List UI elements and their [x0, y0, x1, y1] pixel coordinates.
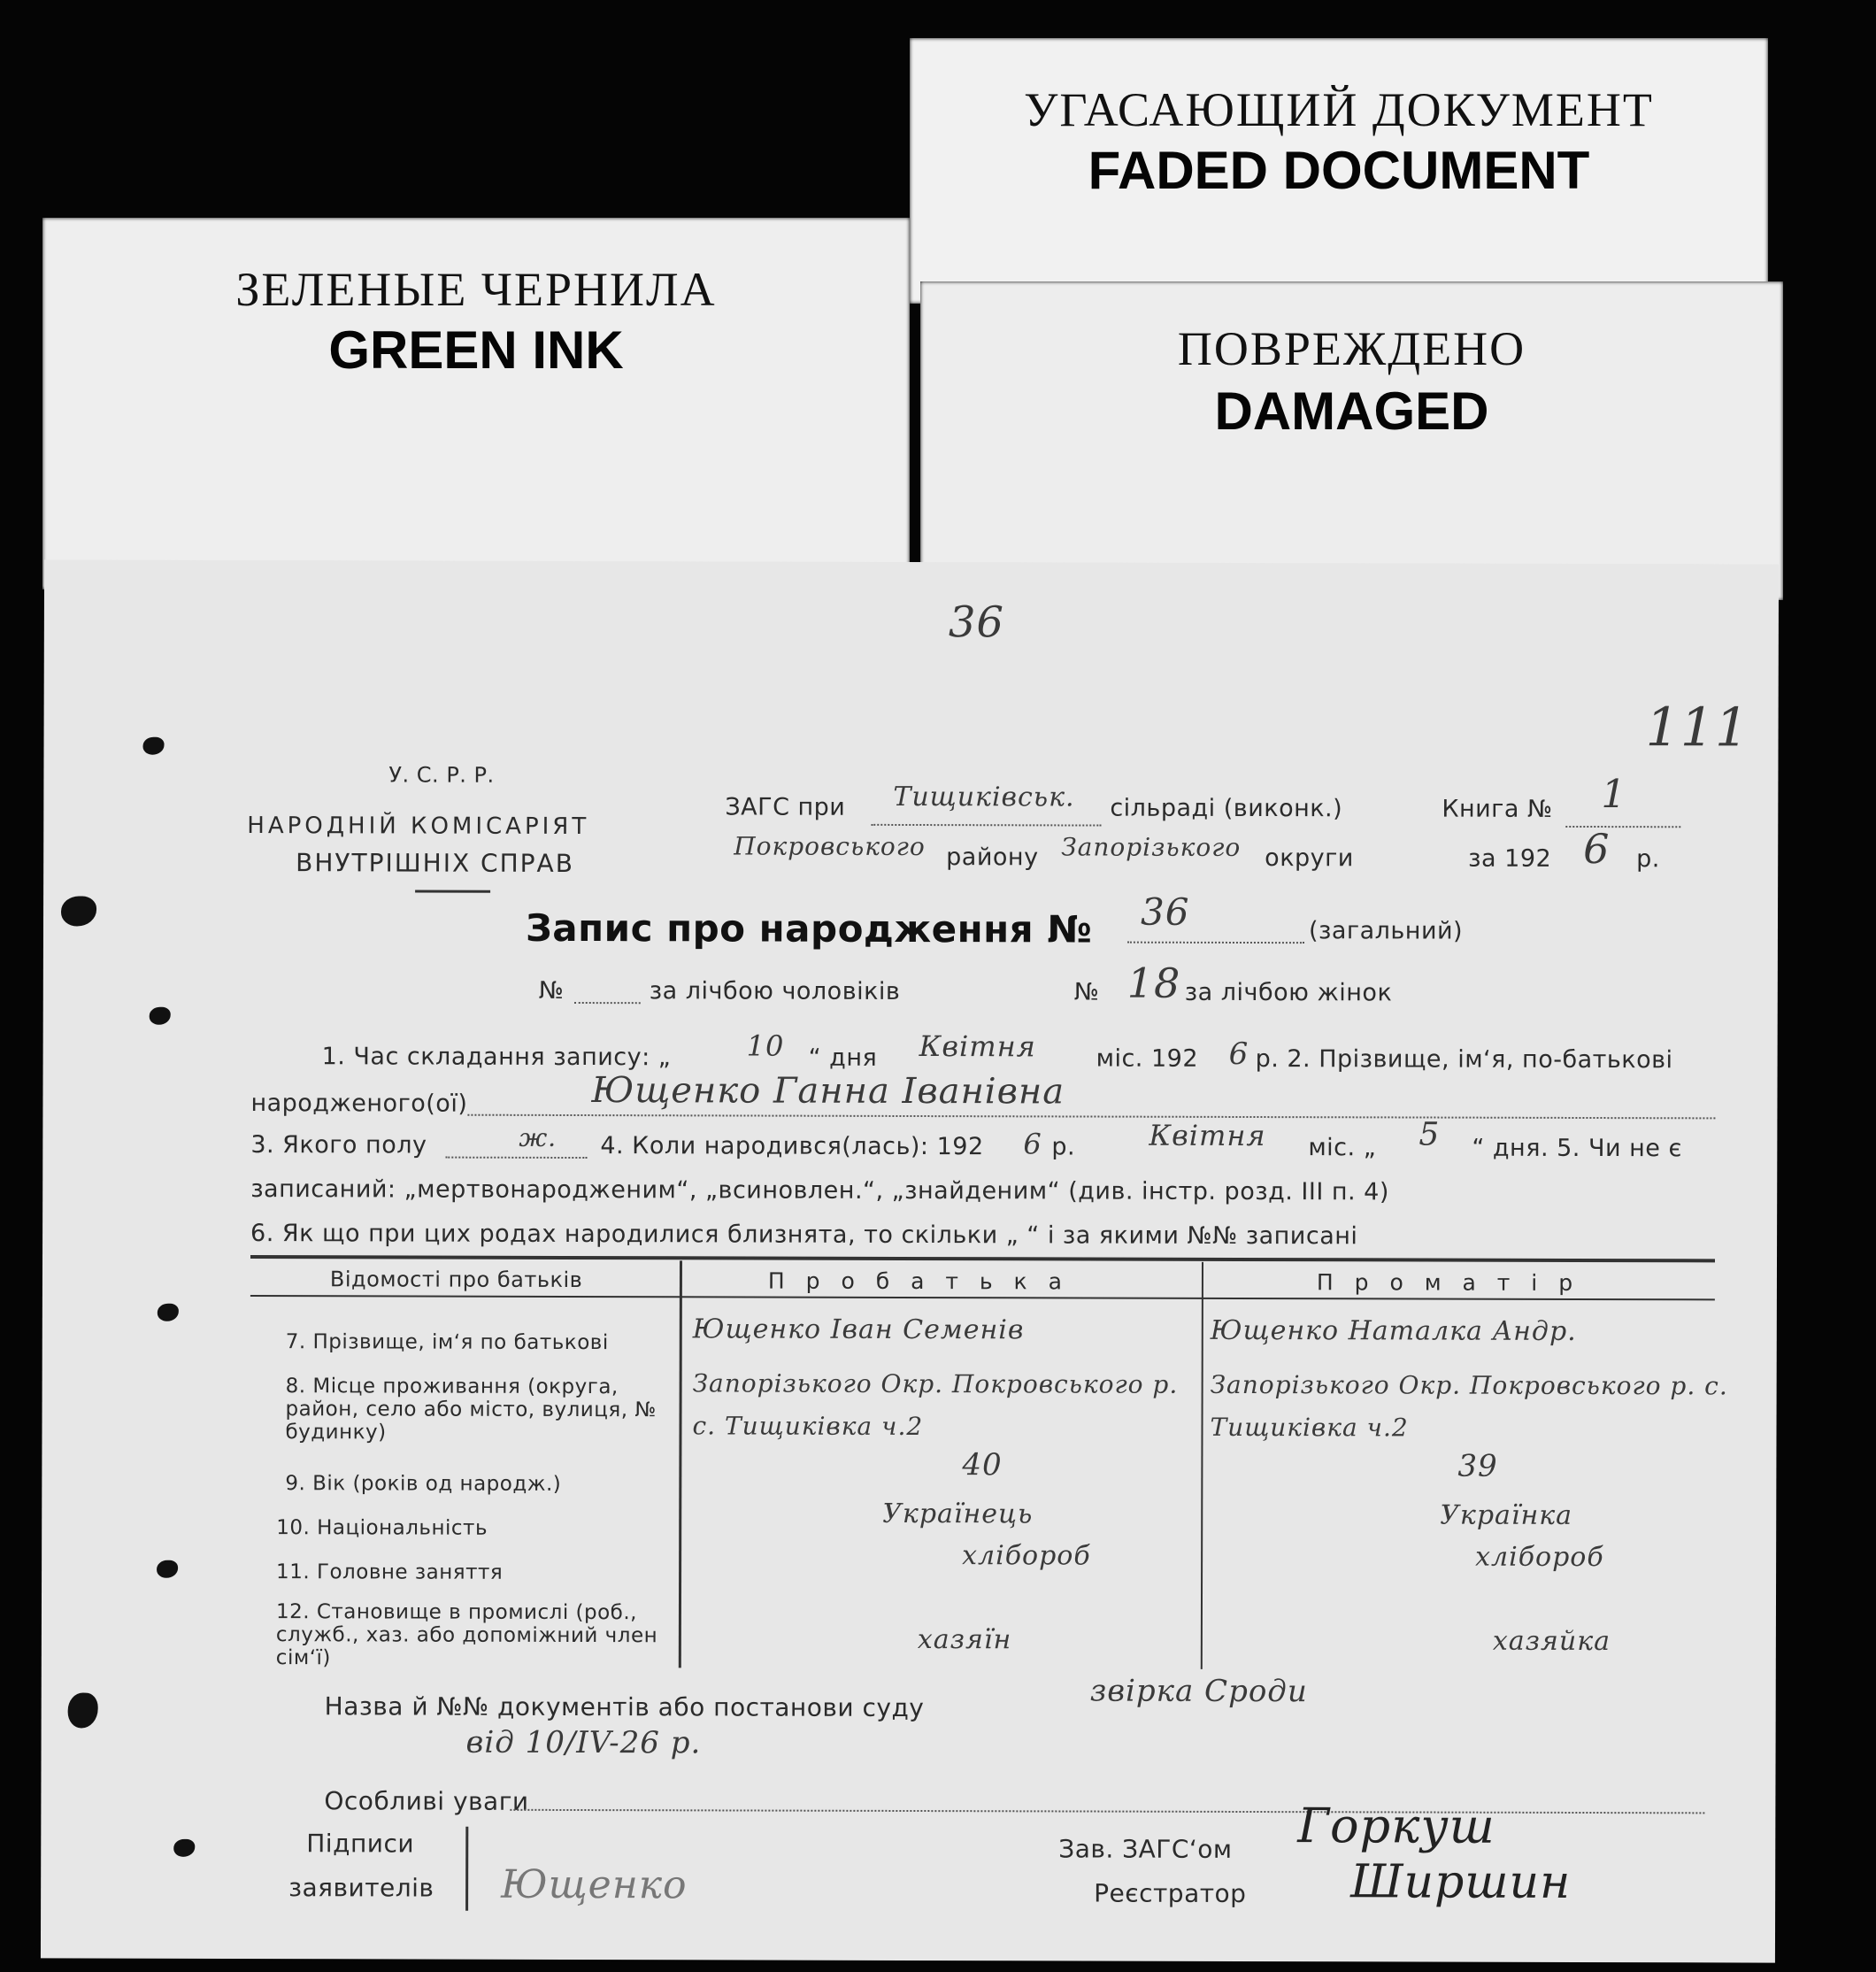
year-value: 6: [1583, 824, 1611, 874]
signatures-label: Підписи: [306, 1829, 415, 1859]
father-age: 40: [962, 1447, 1003, 1483]
line1-day-value: 10: [746, 1028, 785, 1063]
mother-address: Запорізького Окр. Покровського р. с. Тищиківка ч.2: [1210, 1369, 1728, 1443]
line1-year-value: 6: [1228, 1036, 1249, 1073]
binder-hole: [173, 1839, 195, 1857]
applicant-signature: Ющенко: [501, 1861, 688, 1908]
mother-nationality: Українка: [1440, 1499, 1573, 1531]
men-count-line: [574, 1002, 641, 1004]
father-occupation: хлібороб: [962, 1540, 1091, 1572]
damaged-card: [920, 281, 1783, 600]
father-position: хазяїн: [917, 1624, 1012, 1656]
year-suffix: р.: [1636, 845, 1660, 874]
binder-hole: [68, 1693, 98, 1729]
row-label-name: 7. Прізвище, ім‘я по батькові: [285, 1330, 609, 1355]
line3-d: міс. „: [1308, 1134, 1377, 1162]
documents-value-2: від 10/IV-26 р.: [465, 1724, 702, 1761]
father-name: Ющенко Іван Семенів: [692, 1313, 1025, 1346]
men-no-label: №: [538, 976, 565, 1005]
record-number-value: 36: [1140, 890, 1190, 934]
table-col-divider: [679, 1260, 682, 1668]
women-no-label: №: [1073, 978, 1100, 1006]
notes-label: Особливі уваги: [324, 1786, 529, 1816]
applicants-label: заявителів: [288, 1873, 434, 1903]
line2-a: народженого(ої): [250, 1090, 468, 1118]
zags-village-value: Тищиківськ.: [893, 781, 1075, 813]
page-number: 36: [948, 597, 1005, 648]
child-name-line: [467, 1114, 1715, 1120]
row-label-occupation: 11. Головне заняття: [276, 1560, 504, 1584]
binder-hole: [61, 896, 96, 926]
row-label-age: 9. Вік (років од народж.): [285, 1472, 562, 1496]
sex-value: ж.: [519, 1122, 557, 1152]
damaged-label-ru: ПОВРЕЖДЕНО: [1177, 322, 1526, 375]
line3-b: 4. Коли народився(лась): 192: [600, 1132, 984, 1161]
table-col-divider: [1201, 1262, 1203, 1669]
faded-document-card: [910, 38, 1768, 304]
sex-line: [445, 1157, 587, 1159]
record-number-line: [1127, 942, 1304, 944]
book-label: Книга №: [1442, 795, 1553, 823]
book-number-value: 1: [1601, 772, 1627, 818]
mother-occupation: хлібороб: [1475, 1541, 1604, 1574]
general-label: (загальний): [1308, 917, 1464, 945]
mother-name: Ющенко Наталка Андр.: [1210, 1314, 1577, 1347]
line4: записаний: „мертвонародженим“, „всиновлен.“, „знайденим“ (див. інстр. розд. III п. 4): [250, 1175, 1389, 1206]
mother-age: 39: [1457, 1448, 1498, 1484]
mother-position: хазяйка: [1492, 1625, 1611, 1658]
binder-hole: [150, 1007, 171, 1025]
documents-label: Назва й №№ документів або постанови суду: [324, 1691, 925, 1723]
row-label-nationality: 10. Національність: [276, 1516, 488, 1540]
green-ink-label-en: GREEN INK: [328, 320, 624, 380]
header-internal-affairs: ВНУТРІШНІХ СПРАВ: [296, 848, 574, 879]
row-label-position: 12. Становище в промислі (роб., служб., хаз. або допоміжний член сім‘ї): [275, 1600, 658, 1670]
record-title: Запис про народження №: [525, 905, 1093, 951]
child-name-value: Ющенко Ганна Іванівна: [591, 1070, 1065, 1113]
birth-record-document: [41, 559, 1779, 1962]
binder-hole: [142, 737, 164, 755]
line1-d: р. 2. Прізвище, ім‘я, по-батькові: [1255, 1045, 1673, 1075]
line3-a: 3. Якого полу: [250, 1131, 427, 1159]
table-header-mother: П р о м а т і р: [1316, 1269, 1580, 1296]
header-ussr: У. С. Р. Р.: [388, 762, 495, 788]
line1-a: 1. Час складання запису: „: [321, 1043, 672, 1072]
father-address: Запорізького Окр. Покровського р. с. Тищиківка ч.2: [692, 1368, 1179, 1442]
documents-value-1: звірка Сроди: [1089, 1673, 1308, 1710]
women-count-label: за лічбою жінок: [1184, 978, 1393, 1007]
line1-month-value: Квітня: [919, 1029, 1036, 1064]
okrug-label: округи: [1265, 844, 1354, 873]
line3-e: “ дня. 5. Чи не є: [1472, 1134, 1682, 1163]
table-header-info: Відомості про батьків: [329, 1267, 583, 1293]
green-ink-label-ru: ЗЕЛЕНЫЕ ЧЕРНИЛА: [235, 263, 717, 316]
birth-year-value: 6: [1023, 1127, 1042, 1161]
raion-label: району: [946, 843, 1039, 872]
damaged-label-en: DAMAGED: [1214, 381, 1489, 441]
men-count-label: за лічбою чоловіків: [649, 977, 901, 1005]
silrada-label: сільраді (виконк.): [1110, 794, 1343, 823]
header-commissariat: НАРОДНІЙ КОМІСАРІЯТ: [247, 813, 590, 841]
applicant-sign-bracket: [465, 1827, 468, 1911]
corner-mark: 111: [1645, 697, 1750, 759]
okrug-value: Запорізького: [1061, 832, 1242, 862]
table-header-father: П р о б а т ь к а: [767, 1267, 1069, 1295]
raion-value: Покровського: [734, 831, 926, 862]
zags-label: ЗАГС при: [725, 793, 846, 821]
binder-hole: [158, 1304, 179, 1321]
father-nationality: Українець: [882, 1498, 1034, 1530]
green-ink-card: [42, 218, 910, 589]
women-count-value: 18: [1126, 959, 1181, 1007]
faded-label-ru: УГАСАЮЩИЙ ДОКУМЕНТ: [1024, 83, 1654, 136]
line5: 6. Як що при цих родах народилися близнята, то скільки „ “ і за якими №№ записані: [250, 1220, 1358, 1251]
faded-label-en: FADED DOCUMENT: [1088, 141, 1590, 200]
head-zags-label: Зав. ЗАГС‘ом: [1058, 1834, 1233, 1864]
row-label-address: 8. Місце проживання (округа, район, село або місто, вулиця, № будинку): [285, 1375, 657, 1444]
line1-b: “ дня: [808, 1044, 878, 1072]
table-header-rule: [250, 1295, 1715, 1300]
year-label: за 192: [1468, 844, 1552, 873]
registrar-label: Реєстратор: [1094, 1878, 1247, 1908]
binder-hole: [157, 1560, 178, 1578]
zags-village-line: [871, 824, 1101, 827]
birth-day-value: 5: [1419, 1116, 1441, 1153]
notes-line: [510, 1809, 1704, 1814]
line1-c: міс. 192: [1096, 1044, 1199, 1073]
birth-month-value: Квітня: [1149, 1118, 1266, 1153]
table-top-rule: [250, 1255, 1715, 1262]
head-signature: Горкуш: [1297, 1798, 1495, 1854]
line3-c: р.: [1051, 1133, 1076, 1161]
header-rule: [415, 890, 490, 893]
registrar-signature: Ширшин: [1350, 1855, 1572, 1909]
